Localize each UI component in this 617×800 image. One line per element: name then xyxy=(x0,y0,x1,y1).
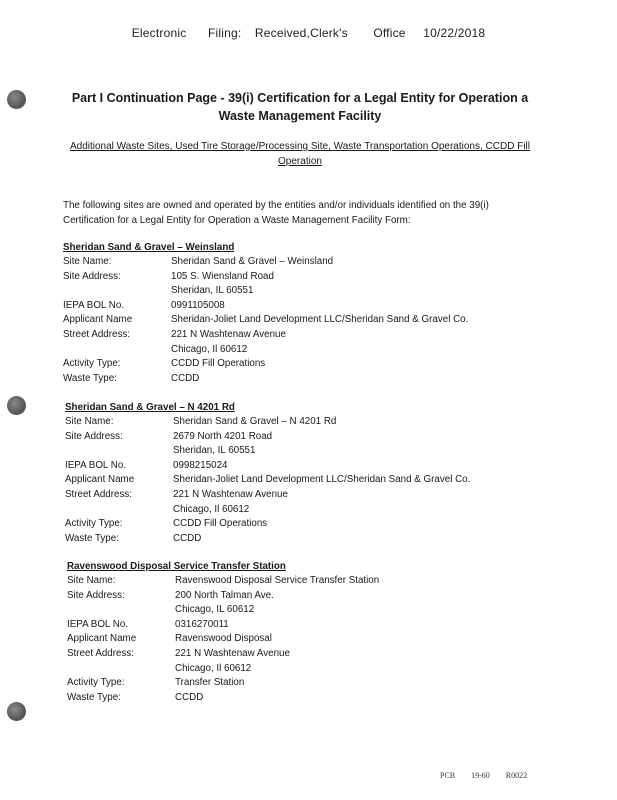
field-value: 221 N Washtenaw Avenue xyxy=(173,488,288,500)
field-value: Chicago, Il 60612 xyxy=(175,662,252,674)
punch-hole-icon xyxy=(7,396,26,415)
site-heading: Sheridan Sand & Gravel – Weinsland xyxy=(63,242,235,253)
activity-row xyxy=(65,517,545,532)
field-value: Sheridan, IL 60551 xyxy=(173,445,256,457)
site-heading: Sheridan Sand & Gravel – N 4201 Rd xyxy=(65,402,235,413)
field-value: 221 N Washtenaw Avenue xyxy=(175,647,290,659)
field-value: Ravenswood Disposal Service Transfer Station xyxy=(175,575,380,586)
waste-row xyxy=(67,691,547,706)
applicant-row xyxy=(67,632,547,647)
applicant-row xyxy=(65,473,545,488)
field-value: 200 North Talman Ave. xyxy=(175,589,274,601)
field-value: CCDD xyxy=(173,532,202,544)
page-title: Part I Continuation Page - 39(i) Certification for a Legal Entity for Operation a Waste Management Facility xyxy=(71,91,529,123)
field-value: Sheridan-Joliet Land Development LLC/Sheridan Sand & Gravel Co. xyxy=(173,474,471,486)
field-label: Street Address: xyxy=(65,488,132,500)
field-label: IEPA BOL No. xyxy=(67,618,128,630)
field-label: Applicant Name xyxy=(65,474,135,486)
site-name-row xyxy=(67,574,547,589)
footer-board: PCB xyxy=(440,771,456,780)
waste-row xyxy=(63,372,543,387)
site-block-n4201 xyxy=(65,401,545,546)
field-value: CCDD xyxy=(171,372,200,384)
field-value: CCDD xyxy=(175,691,204,703)
electronic-filing-stamp xyxy=(0,26,617,40)
field-label: Applicant Name xyxy=(63,314,133,326)
bol-row xyxy=(65,459,545,474)
field-value: 2679 North 4201 Road xyxy=(173,430,273,442)
field-value: CCDD Fill Operations xyxy=(173,518,268,530)
field-value: 221 N Washtenaw Avenue xyxy=(171,328,286,340)
page-subtitle: Additional Waste Sites, Used Tire Storage/Processing Site, Waste Transportation Operations, CCDD Fill Operation xyxy=(69,141,530,167)
stamp-label-filing: Filing: xyxy=(207,26,242,40)
field-label: Site Address: xyxy=(67,589,125,601)
field-value: Sheridan-Joliet Land Development LLC/Sheridan Sand & Gravel Co. xyxy=(171,314,469,326)
site-name-row xyxy=(63,255,543,270)
site-block-weinsland xyxy=(63,241,543,386)
intro-paragraph: The following sites are owned and operated by the entities and/or individuals identified on the 39(i) Certification for a Legal Entity for Operation a Waste Management Facility Form: xyxy=(63,200,489,226)
street-address-row xyxy=(63,328,543,343)
field-label: IEPA BOL No. xyxy=(63,299,124,311)
field-value: Sheridan Sand & Gravel – N 4201 Rd xyxy=(173,416,337,427)
site-name-row xyxy=(65,415,545,430)
field-label: Site Address: xyxy=(63,270,121,282)
field-label: Street Address: xyxy=(63,328,130,340)
field-label: Site Name: xyxy=(67,575,116,586)
footer-code: R0022 xyxy=(505,771,528,780)
activity-row xyxy=(67,676,547,691)
site-address-row xyxy=(63,270,543,285)
field-value: Transfer Station xyxy=(175,677,245,689)
activity-row xyxy=(63,357,543,372)
field-value: 105 S. Wiensland Road xyxy=(171,270,274,282)
field-label: IEPA BOL No. xyxy=(65,459,126,471)
street-address-row xyxy=(65,488,545,503)
punch-hole-icon xyxy=(7,702,26,721)
field-label: Site Name: xyxy=(65,416,114,427)
field-value: Chicago, IL 60612 xyxy=(175,604,255,616)
site-address-row-2 xyxy=(65,444,545,459)
field-label: Activity Type: xyxy=(67,677,125,689)
field-label: Site Name: xyxy=(63,256,112,267)
site-address-row-2 xyxy=(67,603,547,618)
page-footer xyxy=(440,771,541,780)
field-label: Activity Type: xyxy=(63,358,121,370)
field-value: Sheridan Sand & Gravel – Weinsland xyxy=(171,256,334,267)
site-block-ravenswood xyxy=(67,560,547,705)
site-address-row-2 xyxy=(63,284,543,299)
stamp-label-received: Received,Clerk's xyxy=(254,26,348,40)
field-value: Sheridan, IL 60551 xyxy=(171,285,254,297)
applicant-row xyxy=(63,313,543,328)
field-label: Applicant Name xyxy=(67,633,137,645)
field-value: 0998215024 xyxy=(173,459,228,471)
street-address-row xyxy=(67,647,547,662)
field-value: 0316270011 xyxy=(175,618,229,630)
field-value: Chicago, Il 60612 xyxy=(171,343,248,355)
field-label: Activity Type: xyxy=(65,518,123,530)
stamp-label-electronic: Electronic xyxy=(131,26,187,40)
site-heading: Ravenswood Disposal Service Transfer Station xyxy=(67,561,286,572)
field-value: Chicago, Il 60612 xyxy=(173,503,250,515)
site-address-row xyxy=(65,430,545,445)
field-label: Waste Type: xyxy=(63,372,117,384)
field-value: 0991105008 xyxy=(171,299,225,311)
bol-row xyxy=(67,618,547,633)
site-address-row xyxy=(67,589,547,604)
field-value: Ravenswood Disposal xyxy=(175,633,272,645)
field-value: CCDD Fill Operations xyxy=(171,358,266,370)
field-label: Waste Type: xyxy=(65,532,119,544)
bol-row xyxy=(63,299,543,314)
stamp-label-office: Office xyxy=(373,26,406,40)
field-label: Site Address: xyxy=(65,430,123,442)
footer-docket: 19-60 xyxy=(471,771,490,780)
field-label: Waste Type: xyxy=(67,691,121,703)
street-address-row-2 xyxy=(67,662,547,677)
punch-hole-icon xyxy=(7,90,26,109)
waste-row xyxy=(65,532,545,547)
stamp-date: 10/22/2018 xyxy=(423,26,486,40)
street-address-row-2 xyxy=(63,343,543,358)
street-address-row-2 xyxy=(65,503,545,518)
field-label: Street Address: xyxy=(67,647,134,659)
